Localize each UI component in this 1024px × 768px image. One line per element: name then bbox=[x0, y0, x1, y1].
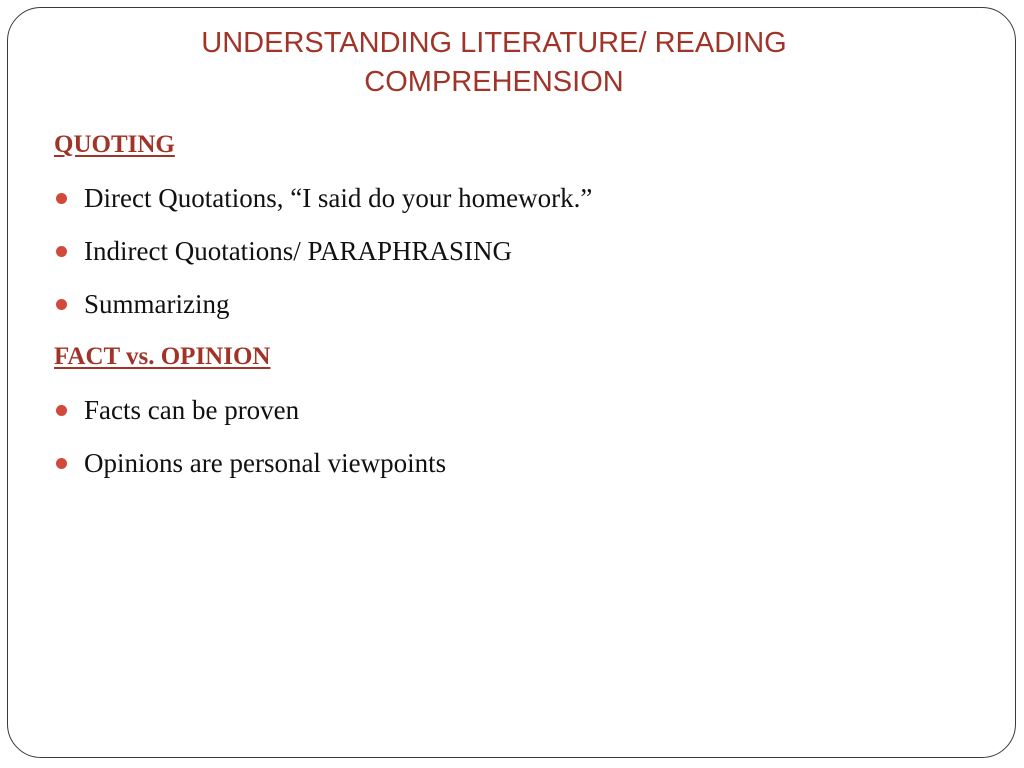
section-heading-fact-vs-opinion: FACT vs. OPINION bbox=[54, 343, 271, 370]
section-heading-quoting: QUOTING bbox=[54, 131, 175, 158]
bullet-item bbox=[54, 279, 954, 332]
bullet-item bbox=[54, 385, 954, 438]
bullet-text: Summarizing bbox=[84, 289, 230, 319]
bullet-dot-icon bbox=[56, 299, 67, 310]
bullet-dot-icon bbox=[56, 193, 67, 204]
bullet-text: Facts can be proven bbox=[84, 395, 300, 425]
slide-title bbox=[8, 24, 980, 102]
bullet-dot-icon bbox=[56, 405, 67, 416]
slide-frame bbox=[7, 7, 1016, 758]
title-line-2: COMPREHENSION bbox=[364, 66, 624, 98]
bullet-text: Indirect Quotations/ PARAPHRASING bbox=[84, 236, 513, 266]
bullet-item bbox=[54, 438, 954, 491]
title-line-1: UNDERSTANDING LITERATURE/ READING bbox=[201, 27, 787, 59]
bullet-dot-icon bbox=[56, 246, 67, 257]
bullet-dot-icon bbox=[56, 458, 67, 469]
bullet-item bbox=[54, 226, 954, 279]
slide-body bbox=[54, 120, 954, 491]
bullet-item bbox=[54, 173, 954, 226]
bullet-text: Direct Quotations, “I said do your homework.” bbox=[84, 183, 593, 213]
bullet-text: Opinions are personal viewpoints bbox=[84, 448, 447, 478]
